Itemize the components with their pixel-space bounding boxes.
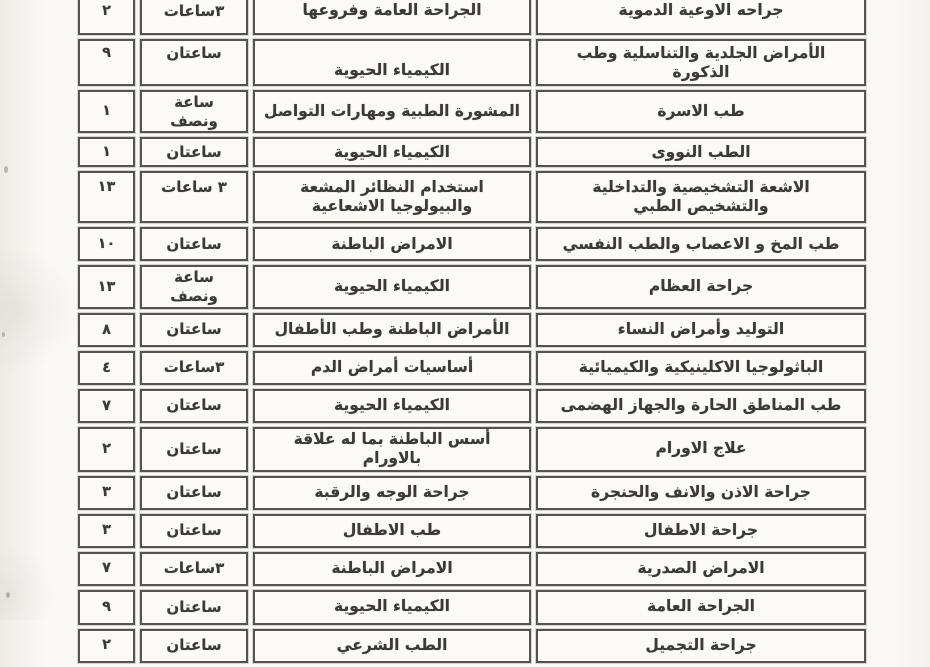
table-row	[66, 313, 866, 347]
hours-cell: ٣ ساعات	[140, 171, 248, 223]
count-cell: ١٠	[78, 227, 135, 261]
table-row	[66, 227, 866, 261]
count-cell: ٩	[78, 590, 135, 625]
subject-cell: الامراض الباطنة	[253, 552, 531, 586]
count-cell: ١	[78, 90, 135, 134]
subject-cell: الأمراض الباطنة وطب الأطفال	[253, 313, 531, 347]
hours-cell: ٣ساعات	[140, 0, 248, 35]
subject-cell: طب الاطفال	[253, 514, 531, 548]
table-row	[66, 427, 866, 472]
specialty-cell: جراحه الاوعية الدموية	[536, 0, 866, 35]
specialty-cell: الباثولوجيا الاكلينيكية والكيميائية	[536, 351, 866, 385]
subject-cell: الجراحة العامة وفروعها	[253, 0, 531, 35]
count-cell: ٣	[78, 514, 135, 548]
count-cell: ١٣	[78, 171, 135, 223]
scan-artifact	[2, 332, 5, 337]
subject-cell: المشورة الطبية ومهارات التواصل	[253, 90, 531, 134]
specialty-cell: الامراض الصدرية	[536, 552, 866, 586]
subject-cell: الكيمياء الحيوية	[253, 137, 531, 167]
table-row	[66, 0, 866, 35]
hours-cell: ساعتان	[140, 39, 248, 86]
subject-cell: الطب الشرعي	[253, 629, 531, 663]
count-cell: ٧	[78, 552, 135, 586]
hours-cell: ساعتان	[140, 427, 248, 472]
count-cell: ٣	[78, 476, 135, 510]
specialty-cell: جراحة الاذن والانف والحنجرة	[536, 476, 866, 510]
table-row	[66, 265, 866, 309]
subject-cell: استخدام النظائر المشعة والبيولوجيا الاشعاعية	[253, 171, 531, 223]
scan-artifact	[4, 166, 8, 173]
specialty-cell: الاشعة التشخيصية والتداخلية والتشخيص الطبي	[536, 171, 866, 223]
specialty-cell: طب المخ و الاعصاب والطب النفسي	[536, 227, 866, 261]
specialty-cell: طب الاسرة	[536, 90, 866, 134]
hours-cell: ساعتان	[140, 137, 248, 167]
subject-cell: الكيمياء الحيوية	[253, 389, 531, 423]
specialty-cell: جراحة التجميل	[536, 629, 866, 663]
subject-cell: أساسيات أمراض الدم	[253, 351, 531, 385]
scan-artifact	[6, 592, 10, 598]
hours-cell: ساعتان	[140, 389, 248, 423]
table-row	[66, 590, 866, 625]
count-cell: ٤	[78, 351, 135, 385]
table-row	[66, 39, 866, 86]
hours-cell: ساعتان	[140, 476, 248, 510]
count-cell: ٩	[78, 39, 135, 86]
hours-cell: ساعتان	[140, 514, 248, 548]
subject-cell: الكيمياء الحيوية	[253, 39, 531, 86]
count-cell: ٢	[78, 0, 135, 35]
hours-cell: ساعتان	[140, 313, 248, 347]
subject-cell: الكيمياء الحيوية	[253, 265, 531, 309]
hours-cell: ساعتان	[140, 629, 248, 663]
specialty-cell: علاج الاورام	[536, 427, 866, 472]
table-row	[66, 514, 866, 548]
table-row	[66, 137, 866, 167]
subject-cell: الامراض الباطنة	[253, 227, 531, 261]
subject-cell: جراحة الوجه والرقبة	[253, 476, 531, 510]
hours-cell: ٣ساعات	[140, 552, 248, 586]
specialty-cell: جراحة العظام	[536, 265, 866, 309]
subject-cell: الكيمياء الحيوية	[253, 590, 531, 625]
table-row	[66, 552, 866, 586]
table-row	[66, 389, 866, 423]
subject-cell: أسس الباطنة بما له علاقة بالاورام	[253, 427, 531, 472]
specialty-cell: الجراحة العامة	[536, 590, 866, 625]
hours-cell: ساعة ونصف	[140, 90, 248, 134]
table-row	[66, 476, 866, 510]
table-row	[66, 351, 866, 385]
specialty-cell: طب المناطق الحارة والجهاز الهضمى	[536, 389, 866, 423]
specialty-cell: جراحة الاطفال	[536, 514, 866, 548]
table-row	[66, 171, 866, 223]
count-cell: ٧	[78, 389, 135, 423]
count-cell: ٢	[78, 427, 135, 472]
hours-cell: ساعة ونصف	[140, 265, 248, 309]
specialty-cell: الأمراض الجلدية والتناسلية وطب الذكورة	[536, 39, 866, 86]
count-cell: ٨	[78, 313, 135, 347]
hours-cell: ساعتان	[140, 590, 248, 625]
table-row	[66, 90, 866, 134]
count-cell: ١	[78, 137, 135, 167]
specialty-cell: التوليد وأمراض النساء	[536, 313, 866, 347]
count-cell: ١٣	[78, 265, 135, 309]
specialty-cell: الطب النووى	[536, 137, 866, 167]
hours-cell: ساعتان	[140, 227, 248, 261]
hours-cell: ٣ساعات	[140, 351, 248, 385]
table-row	[66, 629, 866, 663]
curriculum-table	[66, 0, 866, 667]
count-cell: ٢	[78, 629, 135, 663]
